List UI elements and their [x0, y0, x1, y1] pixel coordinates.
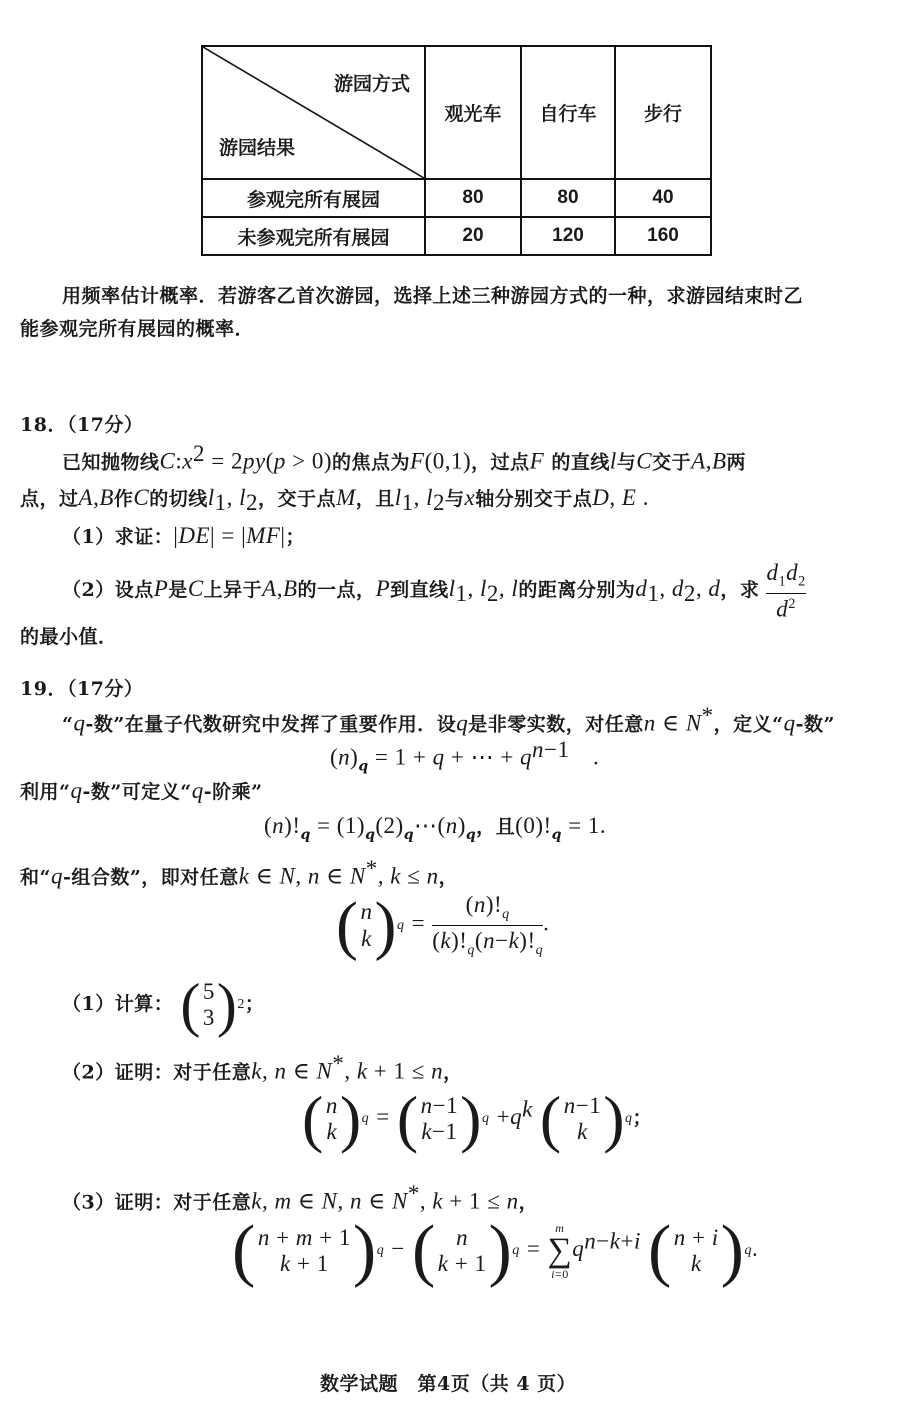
q17-question-line2: 能参观完所有展园的概率． — [20, 318, 255, 340]
table-cell: 20 — [425, 217, 521, 255]
table-cell: 80 — [521, 179, 615, 217]
q19-part2-formula: ( n k ) q = ( n−1 k−1 ) q $+q^k$ ( n−1 k ) q ； — [302, 1083, 653, 1154]
q-number-formula: $(n)_q = 1 + q$ + ⋯ + $q^{n-1}$ . — [330, 737, 600, 775]
row-label: 未参观完所有展园 — [202, 217, 425, 255]
q19-part2: （2）证明：对于任意k, n ∈ N*, k + 1 ≤ n， — [62, 1051, 463, 1084]
q19-part1: （1）计算： ( 5 3 ) 2 ； — [62, 972, 265, 1038]
q-factorial-formula: $(n)!_q$ = $(1)_q(2)_q\cdots(n)_q$，且$(0)!_q = 1$. — [264, 813, 607, 843]
q18-heading: 18．（17分） — [20, 414, 144, 436]
table-row — [202, 217, 711, 255]
q19-part3-formula: ( n + m + 1 k + 1 ) q − ( n k + 1 ) q = m ∑ i=0 $q^{n-k+i}$ ( n + i k ) q . — [232, 1212, 759, 1289]
column-header: 自行车 — [521, 46, 615, 179]
table-cell: 40 — [615, 179, 711, 217]
tour-mode-table — [201, 45, 712, 256]
table-row — [202, 179, 711, 217]
page-footer: 数学试题 第4页（共 4 页） — [320, 1373, 577, 1395]
table-cell: 160 — [615, 217, 711, 255]
q18-part1: （1）求证：|DE| = |MF|； — [62, 523, 306, 548]
q18-statement-line1: 已知抛物线$C:x^2 = 2py(p > 0)$的焦点为F(0,1)，过点F 的直线l与C交于A,B两 — [62, 441, 747, 474]
column-header: 步行 — [615, 46, 711, 179]
table-header-row — [202, 46, 711, 179]
q18-part2-tail: 的最小值． — [20, 626, 118, 648]
q18-part2: （2）设点P是C上异于A,B的一点，P到直线$l_1$, $l_2$, l的距离分别为$d_1$, $d_2$, d，求 $\frac{d_1d_2}{d^2}$ — [62, 560, 806, 622]
diagonal-header-cell — [202, 46, 425, 179]
q18-statement-line2: 点，过A,B作C的切线$l_1$, $l_2$，交于点M，且$l_1$, $l_2$与x轴分别交于点D, E . — [20, 485, 649, 515]
q19-factorial-intro: 利用“q-数”可定义“q-阶乘” — [20, 778, 263, 803]
q-combination-formula: ( n k ) q = $\frac{(n)!_q}{(k)!_q(n-k)!_q}$ . — [336, 888, 550, 962]
row-label: 参观完所有展园 — [202, 179, 425, 217]
table-cell: 80 — [425, 179, 521, 217]
table-cell: 120 — [521, 217, 615, 255]
q19-heading: 19．（17分） — [20, 678, 144, 700]
header-tour-result: 游园结果 — [219, 137, 296, 159]
q19-part3: （3）证明：对于任意k, m ∈ N, n ∈ N*, k + 1 ≤ n， — [62, 1181, 539, 1214]
q17-question-line1: 用频率估计概率．若游客乙首次游园，选择上述三种游园方式的一种，求游园结束时乙 — [62, 285, 804, 307]
header-tour-mode: 游园方式 — [333, 73, 410, 95]
q19-combination-intro: 和“q-组合数”，即对任意k ∈ N, n ∈ N*, k ≤ n， — [20, 856, 459, 889]
column-header: 观光车 — [425, 46, 521, 179]
q19-intro: “q-数”在量子代数研究中发挥了重要作用．设q是非零实数，对任意n ∈ N*，定义“q-数” — [62, 703, 835, 736]
